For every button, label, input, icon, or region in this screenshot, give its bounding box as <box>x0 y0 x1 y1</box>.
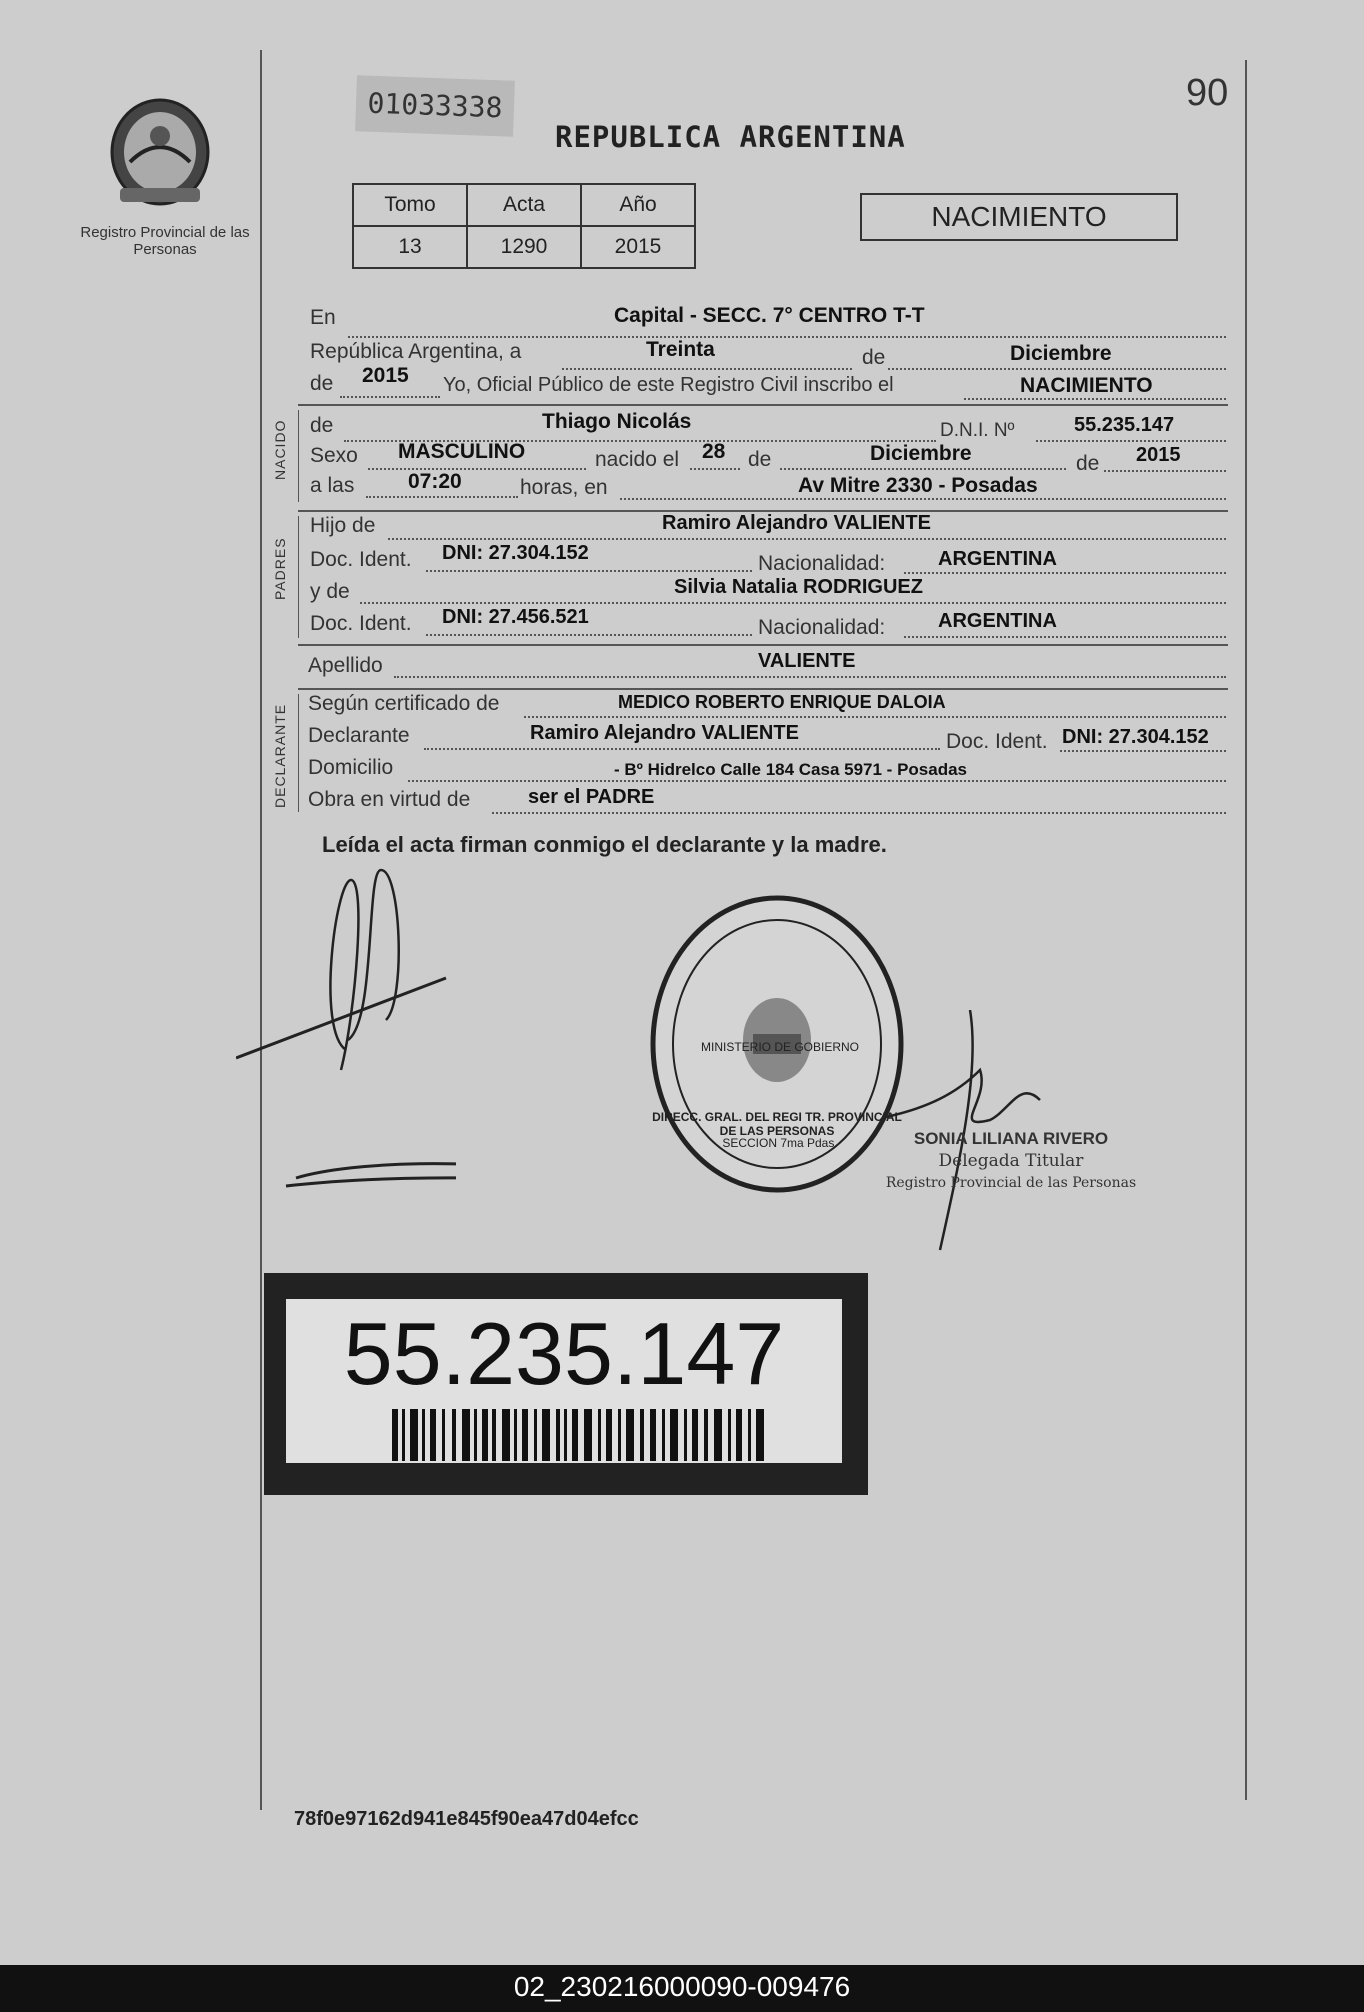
dotted-line <box>1060 750 1226 752</box>
barcode-label <box>264 1273 868 1495</box>
birth-month: Diciembre <box>870 442 972 465</box>
hijo-label: Hijo de <box>310 514 376 537</box>
hour-value: 07:20 <box>408 470 462 493</box>
section-divider <box>298 404 1228 406</box>
doc-label: Doc. Ident. <box>310 612 412 635</box>
footer-bar <box>0 1965 1364 2012</box>
dotted-line <box>408 780 1226 782</box>
dotted-line <box>524 716 1226 718</box>
section-divider <box>298 688 1228 690</box>
dotted-line <box>360 602 1226 604</box>
dotted-line <box>340 396 440 398</box>
obra-value: ser el PADRE <box>528 786 655 808</box>
official-block <box>880 1128 1142 1194</box>
dotted-line <box>426 634 752 636</box>
declarante-doc: DNI: 27.304.152 <box>1062 726 1209 748</box>
seal-outer-text: DIRECC. GRAL. DEL REGI TR. PROVINCIAL DE LAS PERSONAS <box>652 1110 902 1138</box>
de-label: de <box>862 346 886 369</box>
section-bracket <box>298 516 299 638</box>
de-label: de <box>310 372 334 395</box>
birth-year: 2015 <box>1136 444 1181 466</box>
dotted-line <box>388 538 1226 540</box>
obra-label: Obra en virtud de <box>308 788 471 811</box>
official-role: Delegada Titular <box>938 1151 1084 1171</box>
a-las-label: a las <box>310 474 355 497</box>
mother-name: Silvia Natalia RODRIGUEZ <box>674 576 923 598</box>
right-margin-line <box>1245 60 1247 1800</box>
dotted-line <box>620 498 1226 500</box>
dotted-line <box>348 336 1226 338</box>
section-bracket <box>298 410 299 502</box>
en-value: Capital - SECC. 7° CENTRO T-T <box>614 304 925 327</box>
child-name: Thiago Nicolás <box>542 410 692 433</box>
section-bracket <box>298 694 299 812</box>
act-type-box: NACIMIENTO <box>860 193 1178 241</box>
certificado-label: Según certificado de <box>308 692 500 715</box>
table-header-tomo: Tomo <box>353 184 467 226</box>
horas-label: horas, en <box>520 476 608 499</box>
certificado-value: MEDICO ROBERTO ENRIQUE DALOIA <box>618 692 946 712</box>
table-header-acta: Acta <box>467 184 581 226</box>
official-office: Registro Provincial de las Personas <box>885 1175 1137 1191</box>
declarante-label: Declarante <box>308 724 410 747</box>
barcode-bars-icon <box>392 1409 768 1461</box>
domicilio-label: Domicilio <box>308 756 394 779</box>
province-emblem-icon <box>100 92 220 212</box>
registry-name: Registro Provincial de las Personas <box>80 224 250 258</box>
dotted-line <box>394 676 1226 678</box>
declarante-value: Ramiro Alejandro VALIENTE <box>530 722 799 744</box>
inscribo-value: NACIMIENTO <box>1020 374 1153 397</box>
place-value: Av Mitre 2330 - Posadas <box>798 474 1038 497</box>
nacionalidad-label: Nacionalidad: <box>758 616 886 639</box>
de-label: de <box>1076 452 1100 475</box>
table-value-tomo: 13 <box>353 226 467 268</box>
declarant-signature-icon <box>236 860 456 1200</box>
apellido-value: VALIENTE <box>758 650 856 672</box>
en-label: En <box>310 306 336 329</box>
seal-inner-text: MINISTERIO DE GOBIERNO <box>700 1040 859 1054</box>
apellido-label: Apellido <box>308 654 383 677</box>
dni-value: 55.235.147 <box>1074 414 1175 436</box>
mother-nationality: ARGENTINA <box>938 610 1057 632</box>
official-name: SONIA LILIANA RIVERO <box>913 1129 1109 1148</box>
nacido-section-label: NACIDO <box>272 419 288 480</box>
country-title: REPUBLICA ARGENTINA <box>555 120 906 154</box>
declarante-doc-label: Doc. Ident. <box>946 730 1048 753</box>
dotted-line <box>424 748 940 750</box>
father-doc: DNI: 27.304.152 <box>442 542 589 564</box>
seal-lower-text: SECCION 7ma Pdas. <box>722 1136 838 1150</box>
republica-label: República Argentina, a <box>310 340 522 363</box>
nacionalidad-label: Nacionalidad: <box>758 552 886 575</box>
barcode-number: 55.235.147 <box>343 1304 785 1403</box>
dotted-line <box>690 468 740 470</box>
sexo-value: MASCULINO <box>398 440 526 463</box>
mother-doc: DNI: 27.456.521 <box>442 606 589 628</box>
father-nationality: ARGENTINA <box>938 548 1057 570</box>
dotted-line <box>1036 440 1226 442</box>
birth-day: 28 <box>702 440 726 463</box>
serial-number: 01033338 <box>355 75 515 136</box>
table-value-ano: 2015 <box>581 226 695 268</box>
dotted-line <box>904 572 1226 574</box>
dni-label: D.N.I. Nº <box>940 420 1015 441</box>
sexo-label: Sexo <box>310 444 358 467</box>
dotted-line <box>368 468 586 470</box>
dotted-line <box>366 496 518 498</box>
padres-section-label: PADRES <box>272 537 288 600</box>
de-label: de <box>748 448 772 471</box>
month-value: Diciembre <box>1010 342 1112 365</box>
inscribo-label: Yo, Oficial Público de este Registro Civil inscribo el <box>443 374 894 396</box>
domicilio-value: - Bº Hidrelco Calle 184 Casa 5971 - Posadas <box>614 760 967 779</box>
dotted-line <box>492 812 1226 814</box>
section-divider <box>298 644 1228 646</box>
barcode-inner <box>286 1299 842 1463</box>
dotted-line <box>426 570 752 572</box>
father-name: Ramiro Alejandro VALIENTE <box>662 512 931 534</box>
footer-id: 02_230216000090-009476 <box>513 1971 851 2002</box>
nacido-el-label: nacido el <box>595 448 680 471</box>
dotted-line <box>562 368 852 370</box>
declarante-section-label: DECLARANTE <box>272 703 288 808</box>
dotted-line <box>904 636 1226 638</box>
closing-statement: Leída el acta firman conmigo el declarante y la madre. <box>322 832 887 857</box>
doc-label: Doc. Ident. <box>310 548 412 571</box>
dotted-line <box>1104 470 1226 472</box>
de-label: de <box>310 414 334 437</box>
page-number: 90 <box>1186 72 1229 114</box>
dotted-line <box>780 468 1066 470</box>
document-hash: 78f0e97162d941e845f90ea47d04efcc <box>294 1808 639 1830</box>
dotted-line <box>964 398 1226 400</box>
day-value: Treinta <box>646 338 715 361</box>
record-table <box>352 183 696 269</box>
table-header-ano: Año <box>581 184 695 226</box>
year-value: 2015 <box>362 364 409 387</box>
dotted-line <box>888 368 1226 370</box>
y-de-label: y de <box>310 580 350 603</box>
table-value-acta: 1290 <box>467 226 581 268</box>
